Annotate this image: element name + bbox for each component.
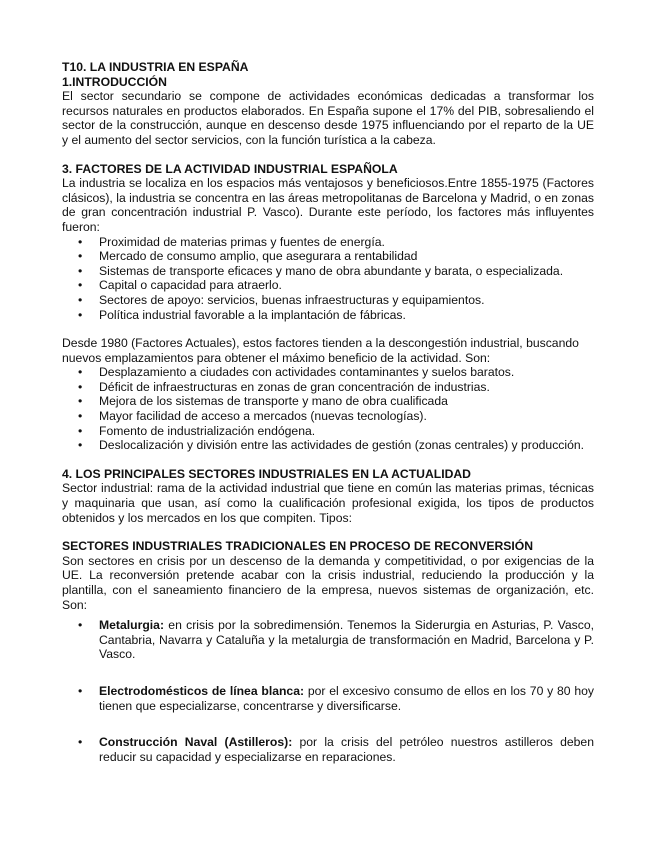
list-item: • Mayor facilidad de acceso a mercados (nuevas tecnologías). <box>62 409 594 424</box>
list-item: • Déficit de infraestructuras en zonas de gran concentración de industrias. <box>62 380 594 395</box>
list-item: • Sistemas de transporte eficaces y mano de obra abundante y barata, o especializada. <box>62 264 594 279</box>
list-item-electrodomesticos <box>62 684 594 713</box>
section-heading-sectores: 4. LOS PRINCIPALES SECTORES INDUSTRIALES EN LA ACTUALIDAD <box>62 466 471 481</box>
tradicionales-paragraph: Son sectores en crisis por un descenso de la demanda y competitividad, o por exigencias de la UE. La reconversión pretende acabar con la crisis industrial, reduciendo la producción y la plantilla, con el saneamiento financiero de la empresa, nuevos sistemas de organización, etc. Son: <box>62 553 594 612</box>
list-item: • Capital o capacidad para atraerlo. <box>62 278 594 293</box>
sectores-paragraph: Sector industrial: rama de la actividad industrial que tiene en común las materias primas, técnicas y maquinaria que usan, así como la cualificación profesional exigida, los tipos de productos obtenidos y los mercados en los que compiten. Tipos: <box>62 481 594 525</box>
list-item: • Política industrial favorable a la implantación de fábricas. <box>62 308 594 323</box>
list-item-metalurgia <box>62 618 594 662</box>
list-item: • Fomento de industrialización endógena. <box>62 424 594 439</box>
item-label: Construcción Naval (Astilleros): <box>99 735 293 750</box>
list-item: • Mejora de los sistemas de transporte y mano de obra cualificada <box>62 394 594 409</box>
factores-paragraph: La industria se localiza en los espacios más ventajosos y beneficiosos.Entre 1855-1975 (Factores clásicos), la industria se concentra en las áreas metropolitanas de Barcelona y Madrid, o en zonas de gran concentración industrial P. Vasco). Durante este período, los factores más influyentes fueron: <box>62 176 594 234</box>
list-item: • Proximidad de materias primas y fuentes de energía. <box>62 235 594 250</box>
list-item: • Mercado de consumo amplio, que asegurara a rentabilidad <box>62 249 594 264</box>
factores-actuales-paragraph: Desde 1980 (Factores Actuales), estos factores tienden a la descongestión industrial, buscando nuevos emplazamientos para obtener el máximo beneficio de la actividad. Son: <box>62 336 579 365</box>
item-text: por el excesivo consumo de ellos en los 70 y 80 hoy tienen que especializarse, concentrarse y diversificarse. <box>99 683 595 713</box>
item-label: Electrodomésticos de línea blanca: <box>99 683 305 698</box>
list-item-construccion-naval <box>62 735 594 764</box>
item-text: por la crisis del petróleo nuestros astilleros deben reducir su capacidad y especializarse en reparaciones. <box>99 735 594 764</box>
section-heading-intro: 1.INTRODUCCIÓN <box>62 74 167 89</box>
item-text: en crisis por la sobredimensión. Tenemos la Siderurgia en Asturias, P. Vasco, Cantabria, Navarra y Cataluña y la metalurgia de transformación en Madrid, Barcelona y P. Vasco. <box>99 618 594 662</box>
list-item: • Deslocalización y división entre las actividades de gestión (zonas centrales) y producción. <box>62 438 594 453</box>
section-heading-factores: 3. FACTORES DE LA ACTIVIDAD INDUSTRIAL ESPAÑOLA <box>62 161 398 176</box>
list-item: • Sectores de apoyo: servicios, buenas infraestructuras y equipamientos. <box>62 293 594 308</box>
section-heading-tradicionales: SECTORES INDUSTRIALES TRADICIONALES EN PROCESO DE RECONVERSIÓN <box>62 539 534 554</box>
list-item: • Desplazamiento a ciudades con actividades contaminantes y suelos baratos. <box>62 365 594 380</box>
tradicionales-list <box>62 618 594 764</box>
document-page <box>62 60 594 764</box>
intro-paragraph: El sector secundario se compone de actividades económicas dedicadas a transformar los recursos naturales en productos elaborados. En España supone el 17% del PIB, sobresaliendo el sector de la construcción, aunque en descenso desde 1975 influenciando por el reparto de la UE y el aumento del sector servicios, con la función turística a la cabeza. <box>62 89 594 147</box>
document-title: T10. LA INDUSTRIA EN ESPAÑA <box>62 60 249 74</box>
factores-actuales-list <box>62 365 594 453</box>
factores-clasicos-list <box>62 235 594 323</box>
item-label: Metalurgia: <box>99 618 165 633</box>
